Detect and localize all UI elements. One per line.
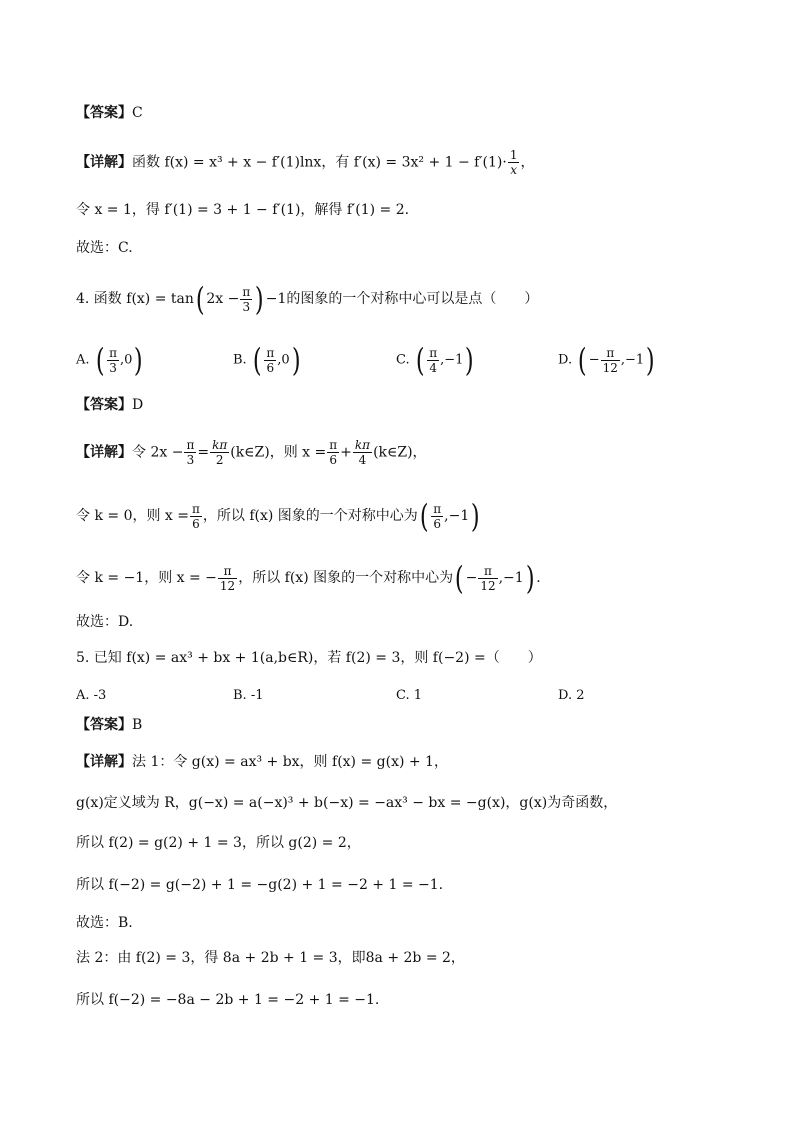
answer-value: D [132, 397, 144, 413]
numerator: π [433, 501, 442, 516]
detail-text: 法 1：令 g(x) = ax³ + bx，则 f(x) = g(x) + 1， [132, 754, 448, 770]
option-c [396, 341, 476, 379]
fraction [107, 346, 119, 375]
detail-text: ，所以 f(x) 图象的一个对称中心为 [202, 508, 418, 524]
fraction [190, 502, 202, 531]
sign: − [588, 352, 600, 368]
fraction [264, 346, 276, 375]
denominator: 12 [480, 578, 496, 593]
fraction [508, 148, 520, 177]
option-label: C. [396, 352, 410, 368]
method-2-line-1: 法 2：由 f(2) = 3，得 8a + 2b + 1 = 3，即8a + 2b = 2， [76, 950, 465, 966]
conclusion-q4: 故选：D. [76, 614, 134, 630]
answer-line-q3 [76, 103, 143, 123]
detail-text: (k∈Z)， [373, 444, 427, 461]
denominator: 4 [358, 453, 367, 467]
option-d [558, 341, 657, 379]
detail-line-q5-3: 所以 f(2) = g(2) + 1 = 3，所以 g(2) = 2， [76, 835, 361, 851]
detail-text: 令 2x − [132, 444, 184, 461]
fraction [218, 564, 237, 593]
answer-value: C [132, 105, 143, 121]
paren-right: ) [471, 497, 480, 535]
detail-line-q4-1 [76, 438, 427, 466]
numerator: π [601, 346, 620, 361]
numerator: π [186, 438, 195, 452]
denominator: 12 [219, 578, 236, 593]
numerator: π [192, 501, 200, 516]
numerator: π [109, 345, 118, 360]
method-2-line-2: 所以 f(−2) = −8a − 2b + 1 = −2 + 1 = −1. [76, 992, 380, 1008]
fraction [210, 438, 229, 467]
option-label: B. [233, 352, 247, 368]
detail-label: 【详解】 [76, 154, 132, 171]
answer-label: 【答案】 [76, 717, 132, 733]
detail-label: 【详解】 [76, 754, 132, 770]
detail-text: 令 k = 0，则 x = [76, 508, 189, 524]
denominator: x [510, 163, 518, 177]
option-a: A. -3 [76, 688, 107, 703]
denominator: 2 [215, 453, 224, 467]
denominator: 4 [429, 360, 438, 375]
option-a [76, 341, 145, 379]
option-value: ,−1 [620, 352, 645, 368]
question-5-stem: 5. 已知 f(x) = ax³ + bx + 1(a,b∈R)，若 f(2) = 3，则 f(−2) =（ ） [76, 650, 542, 666]
answer-label: 【答案】 [76, 397, 132, 413]
option-value: ,0 [277, 352, 290, 368]
paren-left: ( [415, 341, 425, 379]
detail-text: ,−1 [444, 508, 470, 524]
numerator: π [266, 345, 275, 360]
denominator: 12 [602, 360, 618, 375]
fraction [353, 438, 372, 467]
paren-left: ( [578, 341, 587, 379]
detail-line-q5-4: 所以 f(−2) = g(−2) + 1 = −g(2) + 1 = −2 + 1 = −1. [76, 877, 444, 893]
detail-text: ， [520, 154, 535, 171]
numerator: kπ [354, 438, 371, 452]
denominator: 6 [192, 516, 200, 531]
denominator: 3 [186, 453, 195, 467]
fraction [431, 502, 443, 531]
answer-value: B [132, 717, 143, 733]
detail-line-q3-2: 令 x = 1，得 f′(1) = 3 + 1 − f′(1)，解得 f′(1) = 2. [76, 202, 410, 218]
numerator: 1 [509, 148, 518, 162]
fraction [427, 346, 439, 375]
detail-text: ,−1 [498, 570, 524, 586]
option-b: B. -1 [233, 688, 264, 703]
detail-text: ，所以 f(x) 图象的一个对称中心为 [238, 570, 454, 586]
detail-line-q4-2 [76, 497, 482, 535]
paren-right: ) [525, 559, 535, 597]
numerator: π [218, 564, 237, 579]
denominator: 6 [266, 360, 275, 375]
conclusion-q5: 故选：B. [76, 915, 133, 931]
numerator: π [329, 438, 338, 452]
fraction [478, 564, 497, 593]
fraction [327, 438, 339, 467]
detail-line-q4-3 [76, 559, 541, 597]
detail-line-q3-1 [76, 148, 534, 177]
paren-left: ( [454, 559, 464, 597]
detail-text: . [536, 570, 541, 586]
paren-left: ( [252, 341, 262, 379]
option-label: A. [76, 352, 90, 368]
detail-label: 【详解】 [76, 444, 132, 461]
conclusion-q3: 故选：C. [76, 240, 133, 256]
denominator: 3 [109, 360, 117, 375]
numerator: kπ [212, 438, 228, 452]
stem-text: −1的图象的一个对称中心可以是点（ ） [265, 291, 539, 307]
answer-line-q5 [76, 715, 142, 735]
paren-left: ( [95, 341, 105, 379]
answer-label: 【答案】 [76, 105, 132, 121]
option-c: C. 1 [396, 688, 423, 703]
numerator: π [478, 564, 497, 579]
fraction [601, 346, 620, 375]
fraction [184, 438, 196, 467]
paren-right: ) [134, 341, 144, 379]
paren-right: ) [646, 341, 655, 379]
option-value: ,0 [120, 352, 133, 368]
option-d: D. 2 [558, 688, 585, 703]
sign: − [465, 570, 478, 586]
paren-right: ) [465, 341, 475, 379]
detail-text: 函数 f(x) = x³ + x − f′(1)lnx，有 f′(x) = 3x² + 1 − f′(1)· [132, 154, 507, 171]
detail-line-q5-1 [76, 752, 448, 772]
paren-left: ( [195, 280, 205, 318]
denominator: 6 [329, 453, 338, 467]
paren-right: ) [255, 280, 264, 318]
numerator: π [429, 345, 438, 360]
denominator: 3 [242, 299, 251, 314]
paren-right: ) [291, 341, 301, 379]
detail-text: + [340, 444, 352, 461]
detail-line-q5-2: g(x)定义域为 R，g(−x) = a(−x)³ + b(−x) = −ax³ − bx = −g(x)，g(x)为奇函数， [76, 795, 618, 811]
numerator: π [242, 284, 251, 299]
detail-text: 令 k = −1，则 x = − [76, 570, 217, 586]
option-value: ,−1 [440, 352, 464, 368]
detail-text: (k∈Z)，则 x = [230, 444, 327, 461]
stem-text: 2x − [206, 291, 240, 307]
question-4-stem [76, 280, 539, 318]
answer-line-q4 [76, 395, 143, 415]
paren-left: ( [419, 497, 429, 535]
denominator: 6 [433, 516, 442, 531]
fraction [240, 285, 252, 314]
detail-text: = [197, 444, 210, 461]
option-label: D. [558, 352, 573, 368]
stem-text: 4. 函数 f(x) = tan [76, 291, 194, 307]
option-b [233, 341, 302, 379]
